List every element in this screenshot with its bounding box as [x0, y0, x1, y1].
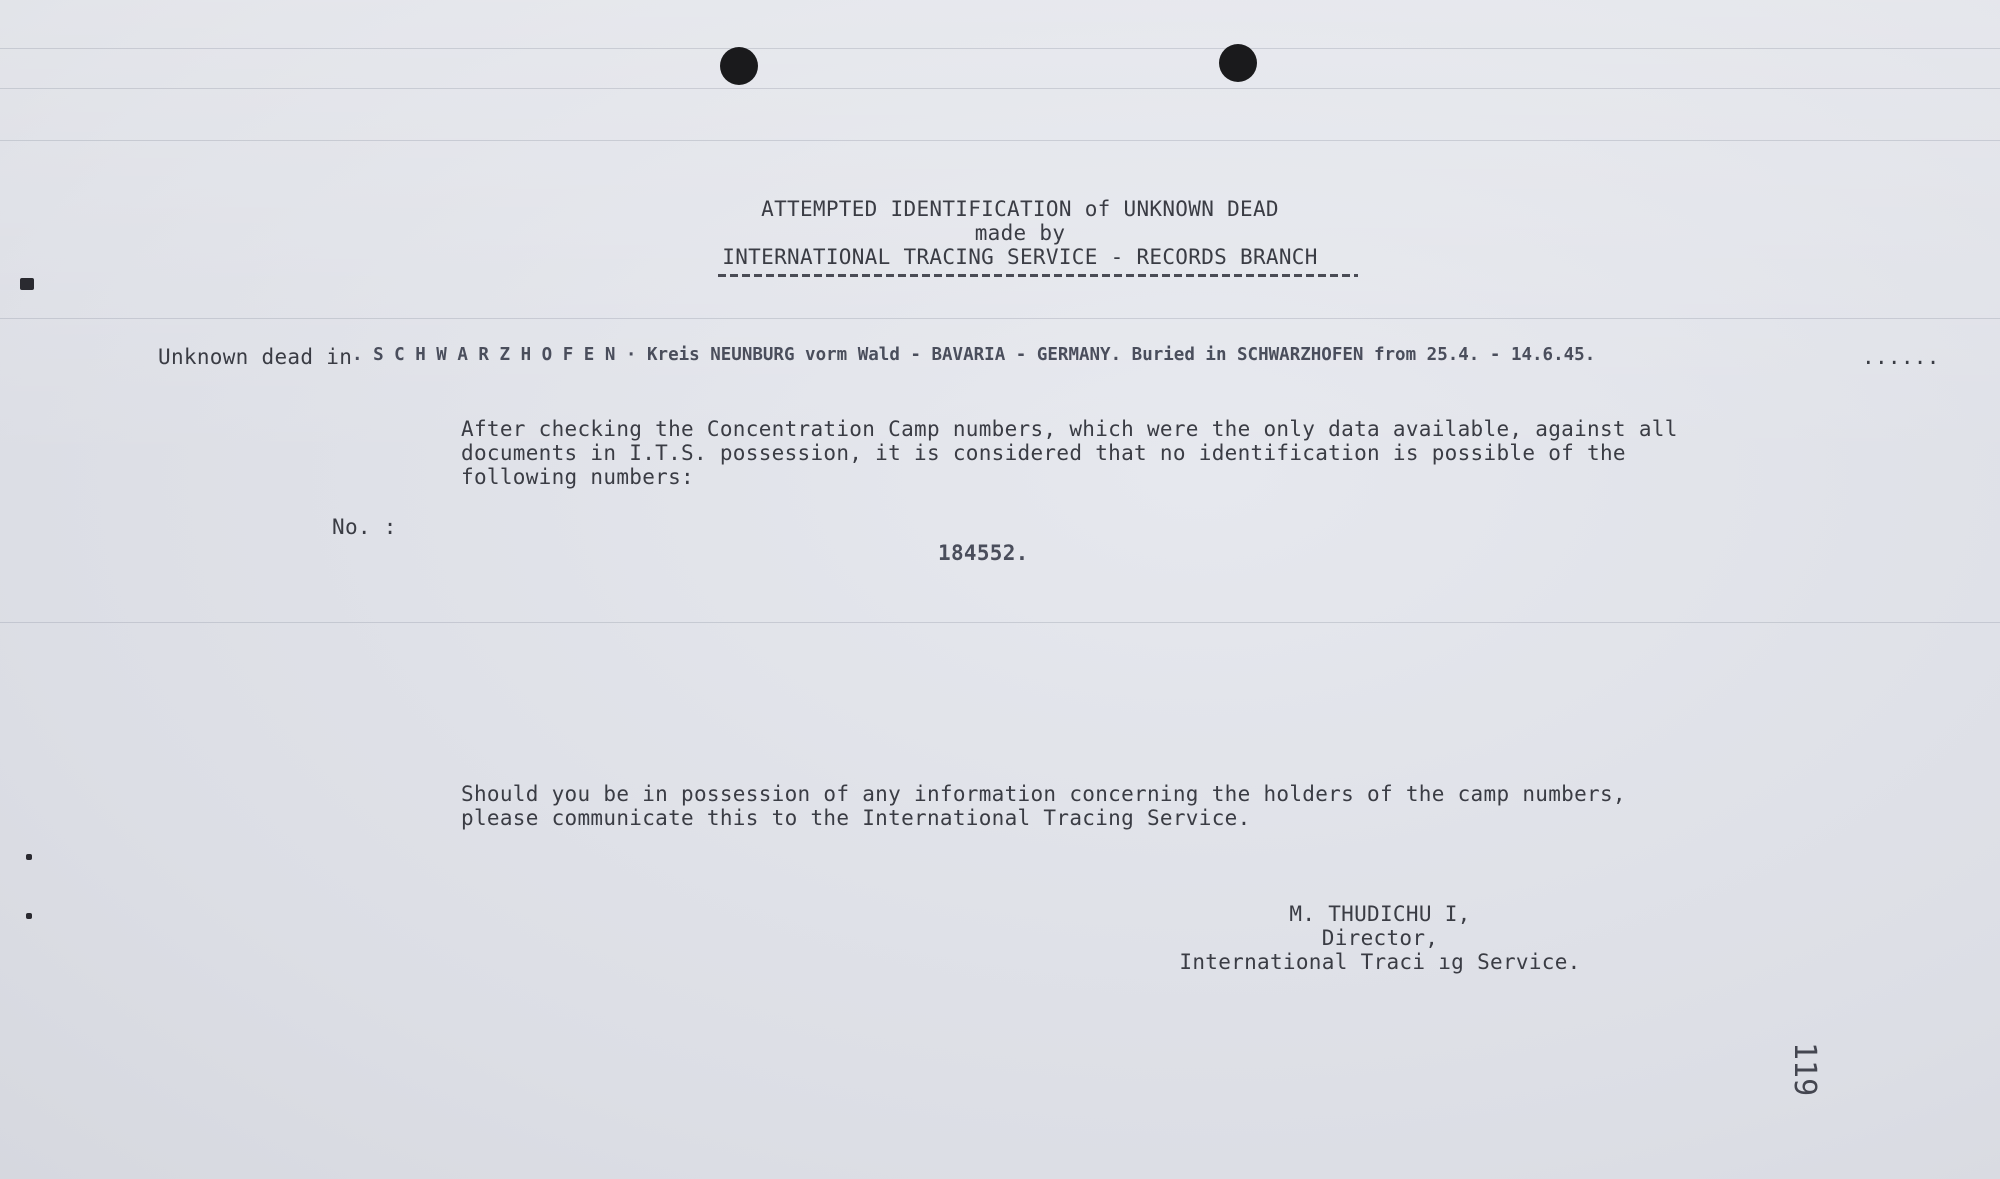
- page-number: 119: [1787, 1042, 1822, 1097]
- signatory-title: Director,: [1321, 926, 1439, 950]
- document-issuer: INTERNATIONAL TRACING SERVICE - RECORDS BRANCH: [722, 245, 1318, 269]
- paragraph-line: After checking the Concentration Camp numbers, which were the only data available, against all: [461, 417, 1678, 441]
- paragraph-line: please communicate this to the International Tracing Service.: [461, 806, 1251, 830]
- punch-hole: [1219, 44, 1257, 82]
- edge-mark: [26, 913, 32, 919]
- paper-line: [0, 140, 2000, 141]
- paper-line: [0, 48, 2000, 49]
- number-label: No. :: [332, 515, 397, 539]
- edge-mark: [26, 854, 32, 860]
- paragraph-line: Should you be in possession of any information concerning the holders of the camp numbers,: [461, 782, 1626, 806]
- document-subtitle: made by: [974, 221, 1066, 245]
- paragraph-line: following numbers:: [461, 465, 694, 489]
- paper-line: [0, 622, 2000, 623]
- location-stamp: . S C H W A R Z H O F E N · Kreis NEUNBURG vorm Wald - BAVARIA - GERMANY. Buried in SCHWARZHOFEN from 25.4. - 14.6.45.: [352, 345, 1596, 365]
- punch-hole: [720, 47, 758, 85]
- edge-mark: [20, 278, 34, 290]
- document-title: ATTEMPTED IDENTIFICATION of UNKNOWN DEAD: [761, 197, 1279, 221]
- signatory-organization: International Traci ıg Service.: [1179, 950, 1581, 974]
- dotted-leader: ......: [1862, 345, 1940, 369]
- camp-number: 184552.: [938, 541, 1029, 565]
- header-divider: [718, 274, 1358, 277]
- paper-line: [0, 88, 2000, 89]
- signatory-name: M. THUDICHU I,: [1289, 902, 1471, 926]
- paper-line: [0, 318, 2000, 319]
- paragraph-line: documents in I.T.S. possession, it is considered that no identification is possible of the: [461, 441, 1626, 465]
- unknown-dead-label: Unknown dead in: [158, 345, 353, 369]
